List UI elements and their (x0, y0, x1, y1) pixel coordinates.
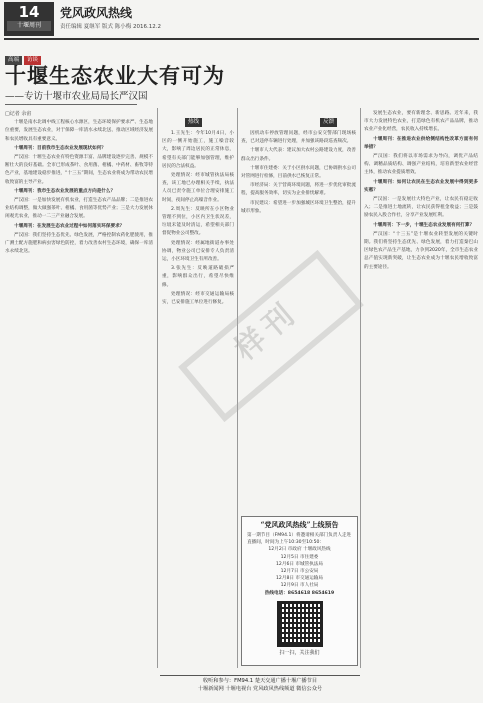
hotline-section-label: 热线 (185, 118, 202, 127)
qr-caption: 扫一扫，关注我们 (279, 649, 320, 656)
article-column-left (5, 110, 153, 670)
page-number: 14 (18, 3, 40, 21)
article-question: 十堰周刊：在推进农业供给侧结构性改革方面有何举措？ (364, 136, 478, 150)
sample-watermark: 样刊 (178, 250, 364, 422)
footer-line: 十堰新闻网 十堰电视台 党风政风热线频道 微信公众号 (197, 685, 323, 692)
qr-code-icon[interactable] (277, 601, 323, 647)
article-question: 十堰周刊：下一步，十堰生态农业发展有何打算？ (373, 222, 475, 228)
article-paragraph: 严汉国：我们坚持生态优先、绿色发展，严格控制农药化肥使用，推广测土配方施肥和病虫害绿色防控，着力改善农村生态环境，确保一库清水永续北送。 (5, 232, 153, 255)
schedule-item: 12月6日 市城管执法局 (276, 561, 323, 567)
footer-line: 收听和参与：FM94.1 楚天交通广播十堰广播节目 (202, 678, 318, 684)
feedback-section-label: 反馈 (320, 118, 337, 127)
editors-line: 责任编辑 夏继军 版式 陈小梅 2016.12.2 (60, 24, 161, 30)
article-question: 十堰周刊：在发展生态农业过程中如何落实环保要求？ (14, 223, 125, 229)
article-paragraph: 严汉国：一是发展壮大特色产业，让农民有稳定收入；二是推进土地流转，让农民获得租金收益；三是鼓励农民入股合作社，分享产业发展红利。 (364, 197, 478, 219)
section-tag-1: 高端 (5, 56, 22, 65)
column-title: 党风政风热线 (60, 6, 133, 20)
hotline-paragraph: 1.王先生：今年10月4日，小区的一侧开始施工，施工噪音较大，影响了周边居民的正常休息，希望有关部门能够加强管理，维护居民的合法权益。 (162, 131, 234, 169)
hotline-paragraph: 处理情况：经属地街道办事处协调，物业公司已安排专人负责清运，小区环境卫生有所改善。 (162, 240, 234, 263)
notice-title: “党风政风热线”上线预告 (260, 520, 339, 529)
hotline-notice-box (241, 516, 358, 666)
article-subtitle: ——专访十堰市农业局局长严汉国 (5, 91, 148, 102)
hotline-phone: 热线电话：8654618 8654619 (264, 590, 335, 596)
header-rule (4, 38, 479, 40)
article-paragraph: 严汉国：“十三五”是十堰农业转型发展的关键时期。我们将坚持生态优先、绿色发展，着力打造秦巴山区绿色农产品生产基地，力争到2020年，全市生态农业总产值实现新突破，让生态农业成为十堰农民增收致富的主要途径。 (364, 231, 478, 270)
page-number-box (4, 2, 54, 36)
schedule-item: 12月8日 市交通运输局 (276, 576, 323, 582)
column-divider (360, 108, 361, 668)
article-paragraph: 发展生态农业，要有新理念、新思路。近年来，我市大力发展特色农业，打造绿色有机农产品品牌，推动农业产业化经营，农民收入持续增长。 (364, 111, 478, 133)
article-question: 十堰周刊：如何让农民在生态农业发展中得到更多实惠？ (364, 179, 478, 193)
feedback-paragraph: 因机动车停放管理问题，经市公安交警部门现场核查，已对违停车辆进行处理，并加强该路段巡查频次。 (241, 131, 356, 145)
feedback-paragraph: 市经济局：关于营商环境问题，将进一步优化审批流程，提高服务效率，切实为企业排忧解难。 (241, 183, 356, 197)
schedule-item: 12月5日 市住建委 (280, 554, 319, 560)
feedback-paragraph: 十堰市住建委：关于小区供水问题，已协调供水公司对管网进行检修，目前供水已恢复正常。 (241, 165, 356, 180)
schedule-item: 12月7日 市公安局 (280, 569, 319, 575)
hotline-paragraph: 2.周先生：反映所在小区物业管理不到位，小区内卫生状况差，垃圾未能及时清运，希望相关部门督促物业公司整改。 (162, 206, 234, 237)
article-question: 十堰周刊：目前我市生态农业发展现状如何？ (14, 145, 106, 151)
article-paragraph: 严汉国：一是加快发展有机农业，打造生态农产品品牌；二是推进农业结构调整，做大做强茶叶、柑橘、食用菌等优势产业；三是大力发展休闲观光农业，推动一二三产业融合发展。 (5, 198, 153, 220)
feedback-paragraph: 十堰市人大代表：建议加大农村公路建设力度，改善群众出行条件。 (241, 148, 356, 162)
page-header (4, 2, 479, 38)
hotline-paragraph: 处理情况：经市交通运输局核实，已安排施工单位进行修复。 (162, 291, 234, 306)
notice-body (242, 530, 357, 599)
hotline-paragraph: 3.张先生：反映道路破损严重，影响群众出行，希望尽快维修。 (162, 266, 234, 288)
title-divider (5, 104, 137, 105)
feedback-paragraph: 市民建议：希望进一步加强城区环境卫生整治，提升城市形象。 (241, 200, 356, 214)
schedule-item: 12月9日 市人社局 (280, 583, 319, 589)
article-byline: □记者 余宙 (5, 111, 32, 117)
page-tag: 十堰周刊 (7, 21, 51, 31)
article-column-right (364, 110, 478, 695)
article-paragraph: 十堰是南水北调中线工程核心水源区，生态环境保护要求严、生态地位重要，发展生态农业，对于保障一库清水永续北送、推动区域经济发展和农民增收具有重要意义。 (5, 120, 153, 142)
article-title: 十堰生态农业大有可为 (5, 63, 225, 88)
schedule-item: 12月2日 市政府 十堰政风热线 (268, 547, 331, 553)
article-paragraph: 严汉国：我们将以市场需求为导向，调优产品结构、调精品质结构、调强产业结构，培育新型农业经营主体，推动农业提质增效。 (364, 154, 478, 176)
article-question: 十堰周刊：我市生态农业发展的重点方向是什么？ (14, 188, 116, 194)
article-paragraph: 严汉国：十堰生态农业有特色资源丰富、品牌建设逐步完善、规模不断壮大的良好基础。全市已形成茶叶、食用菌、柑橘、中药材、畜牧等特色产业，基地建设稳步推进，“十三五”期间，生态农业将成为带动农民增收致富的主导产业。 (5, 155, 153, 185)
notice-intro: 第一期节目（FM94.1）将邀请相关部门负责人走进直播间，时间为上午10:30至10:50： (247, 533, 352, 546)
hotline-paragraph: 处理情况：经市城管执法局核查，该工地已办理相关手续，执法人员已责令施工单位合理安排施工时间，夜间停止高噪音作业。 (162, 173, 234, 203)
column-divider (157, 108, 158, 668)
section-tag-2: 访谈 (24, 56, 41, 65)
footer-info (160, 675, 360, 700)
